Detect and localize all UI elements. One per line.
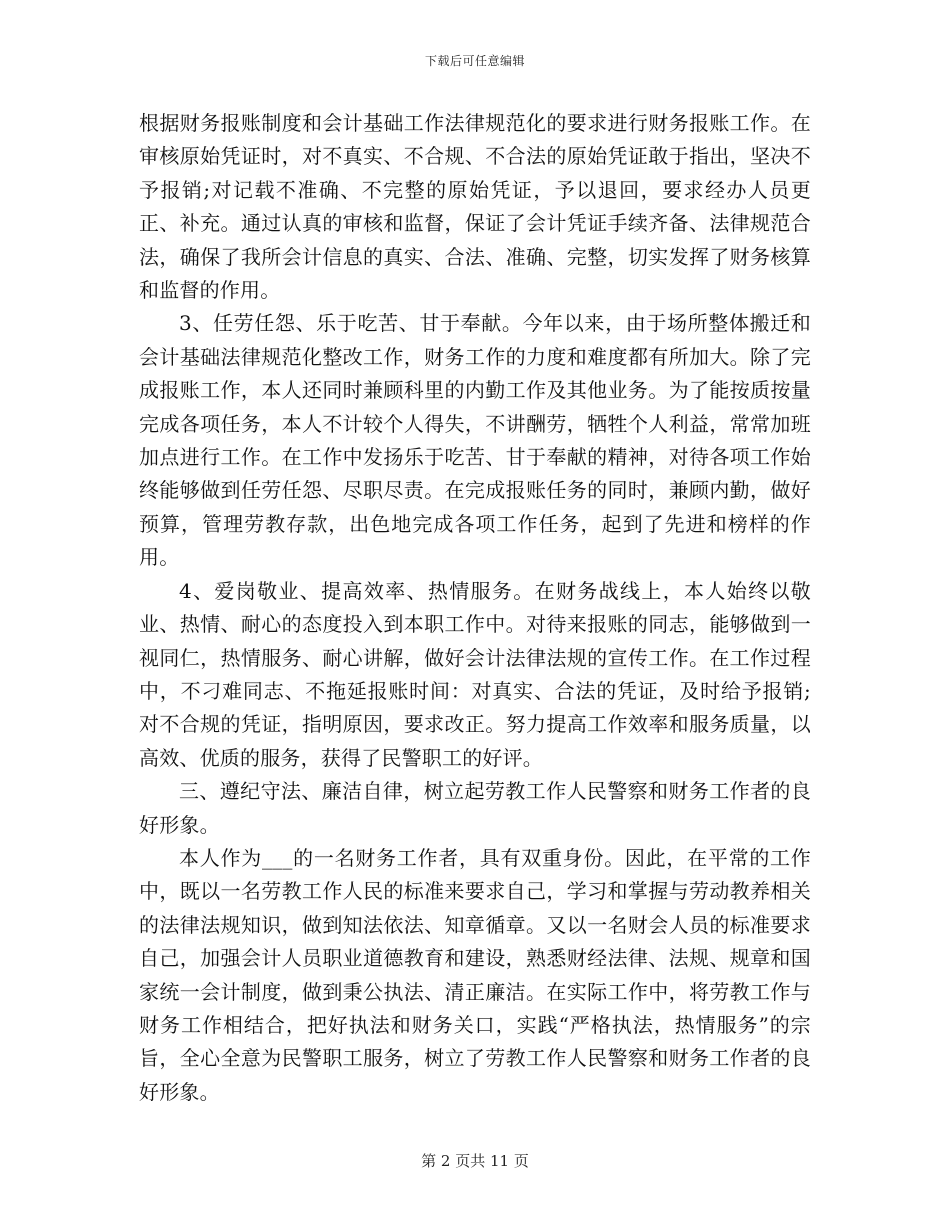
page-header: 下载后可任意编辑 [424,54,525,68]
document-body [139,107,811,1109]
section-heading-3: 三、遵纪守法、廉洁自律，树立起劳教工作人民警察和财务工作者的良好形象。 [139,779,811,837]
page-number-footer: 第 2 页共 11 页 [421,1152,529,1170]
paragraph-item-4: 4、爱岗敬业、提高效率、热情服务。在财务战线上，本人始终以敬业、热情、耐心的态度投入到本职工作中。对待来报账的同志，能够做到一视同仁，热情服务、耐心讲解，做好会计法律法规的宣传工作。在工作过程中，不刁难同志、不拖延报账时间：对真实、合法的凭证，及时给予报销;对不合规的凭证，指明原因，要求改正。努力提高工作效率和服务质量，以高效、优质的服务，获得了民警职工的好评。 [139,578,811,770]
paragraph-continuation: 根据财务报账制度和会计基础工作法律规范化的要求进行财务报账工作。在审核原始凭证时，对不真实、不合规、不合法的原始凭证敢于指出，坚决不予报销;对记载不准确、不完整的原始凭证，予以退回，要求经办人员更正、补充。通过认真的审核和监督，保证了会计凭证手续齐备、法律规范合法，确保了我所会计信息的真实、合法、准确、完整，切实发挥了财务核算和监督的作用。 [139,111,811,303]
paragraph-item-3: 3、任劳任怨、乐于吃苦、甘于奉献。今年以来，由于场所整体搬迁和会计基础法律规范化整改工作，财务工作的力度和难度都有所加大。除了完成报账工作，本人还同时兼顾科里的内勤工作及其他业务。为了能按质按量完成各项任务，本人不计较个人得失，不讲酬劳，牺牲个人利益，常常加班加点进行工作。在工作中发扬乐于吃苦、甘于奉献的精神，对待各项工作始终能够做到任劳任怨、尽职尽责。在完成报账任务的同时，兼顾内勤，做好预算，管理劳教存款，出色地完成各项工作任务，起到了先进和榜样的作用。 [139,311,811,570]
paragraph-body: 本人作为___的一名财务工作者，具有双重身份。因此，在平常的工作中，既以一名劳教工作人民的标准来要求自己，学习和掌握与劳动教养相关的法律法规知识，做到知法依法、知章循章。又以一名财会人员的标准要求自己，加强会计人员职业道德教育和建设，熟悉财经法律、法规、规章和国家统一会计制度，做到秉公执法、清正廉洁。在实际工作中，将劳教工作与财务工作相结合，把好执法和财务关口，实践“严格执法，热情服务”的宗旨，全心全意为民警职工服务，树立了劳教工作人民警察和财务工作者的良好形象。 [139,845,811,1104]
